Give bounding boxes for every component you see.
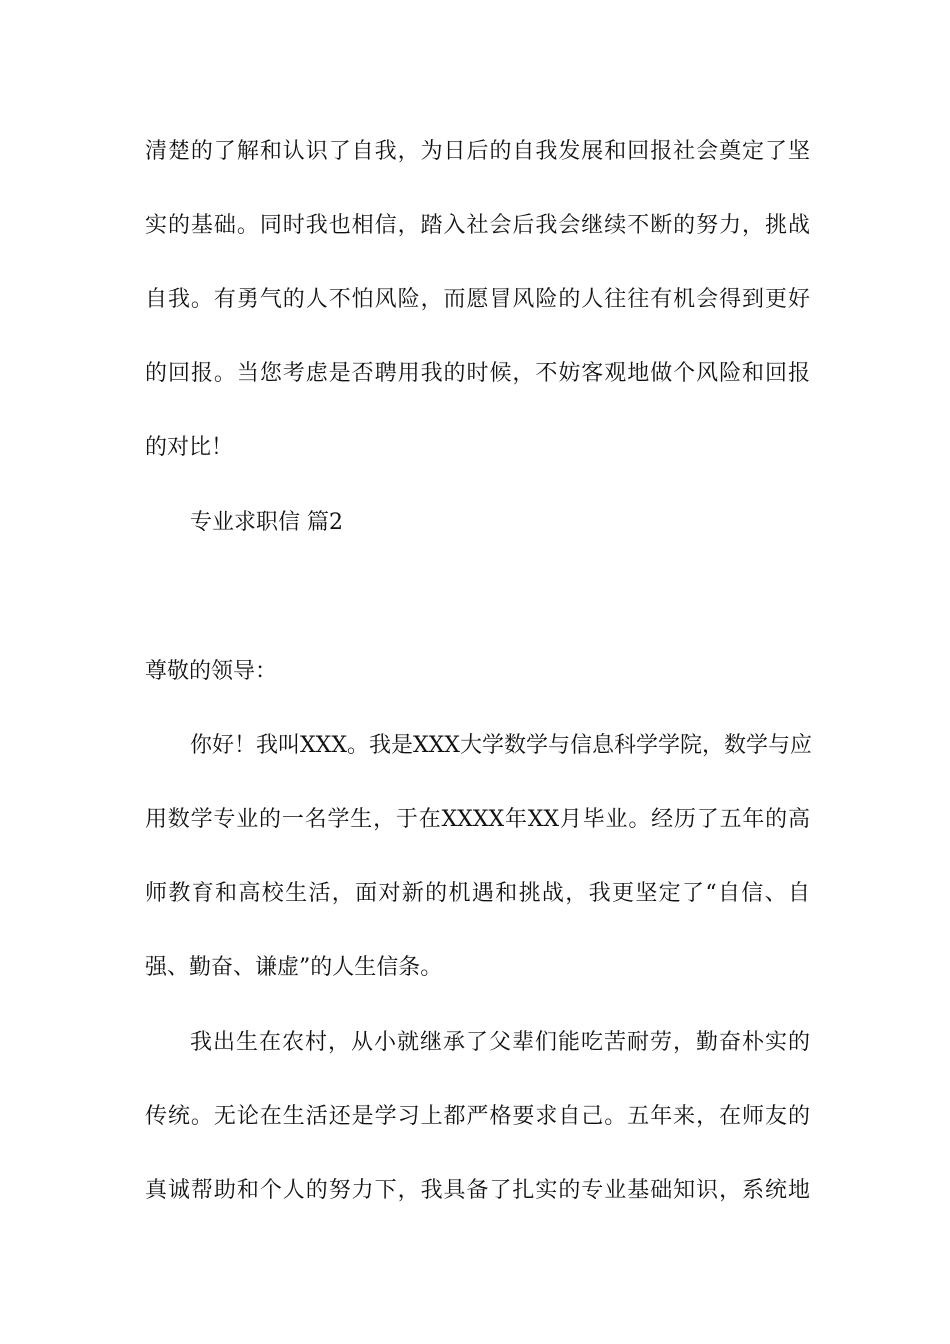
section-title: 专业求职信 篇2 (190, 510, 343, 535)
text-line: 自我。有勇气的人不怕风险，而愿冒风险的人往往有机会得到更好 (145, 287, 810, 312)
text-line: 我出生在农村，从小就继承了父辈们能吃苦耐劳，勤奋朴实的 (190, 1030, 810, 1055)
text-line: 传统。无论在生活还是学习上都严格要求自己。五年来，在师友的 (145, 1104, 810, 1129)
text-line: 你好！我叫XXX。我是XXX大学数学与信息科学学院，数学与应 (190, 733, 812, 758)
text-line: 用数学专业的一名学生，于在XXXX年XX月毕业。经历了五年的高 (145, 807, 810, 832)
text-line: 清楚的了解和认识了自我，为日后的自我发展和回报社会奠定了坚 (145, 139, 810, 164)
salutation: 尊敬的领导： (145, 659, 278, 684)
text-line: 的对比！ (145, 435, 234, 460)
text-line: 的回报。当您考虑是否聘用我的时候，不妨客观地做个风险和回报 (145, 361, 810, 386)
text-line: 真诚帮助和个人的努力下，我具备了扎实的专业基础知识，系统地 (145, 1178, 810, 1203)
text-line: 实的基础。同时我也相信，踏入社会后我会继续不断的努力，挑战 (145, 213, 810, 238)
text-line: 强、勤奋、谦虚”的人生信条。 (145, 955, 443, 980)
text-line: 师教育和高校生活，面对新的机遇和挑战，我更坚定了“自信、自 (145, 881, 810, 906)
